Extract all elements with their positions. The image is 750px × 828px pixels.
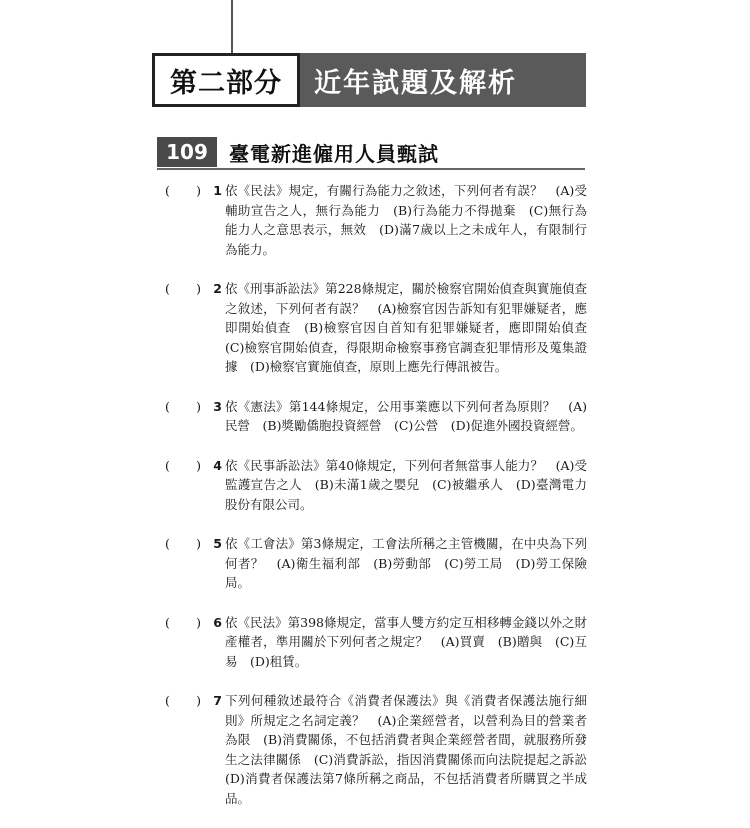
- question-number: 7: [213, 693, 222, 708]
- question-text: 依《民事訴訟法》第40條規定，下列何者無當事人能力？ (A)受監護宣告之人 (B)未滿1歲之嬰兒 (C)被繼承人 (D)臺灣電力股份有限公司。: [225, 457, 587, 512]
- answer-blank: ( ): [165, 536, 201, 551]
- question-text: 依《民法》規定，有關行為能力之敘述，下列何者有誤？ (A)受輔助宣告之人，無行為能力 (B)行為能力不得拋棄 (C)無行為能力人之意思表示，無效 (D)滿7歲以上之未成年人，有限制行為能力。: [225, 183, 587, 257]
- question-item: [0, 613, 750, 672]
- exam-title: 臺電新進僱用人員甄試: [229, 141, 439, 166]
- question-number: 3: [213, 398, 222, 414]
- section-divider: [157, 168, 585, 170]
- question-number: 1: [213, 183, 222, 198]
- answer-blank: ( ): [165, 457, 201, 473]
- question-number: 4: [213, 457, 222, 473]
- answer-blank: ( ): [165, 183, 201, 198]
- question-number: 5: [213, 536, 222, 551]
- answer-blank: ( ): [165, 281, 201, 296]
- year-badge: 109: [157, 137, 217, 167]
- question-text: 依《刑事訴訟法》第228條規定，關於檢察官開始偵查與實施偵查之敘述，下列何者有誤？ (A)檢察官因告訴知有犯罪嫌疑者，應即開始偵查 (B)檢察官因自首知有犯罪嫌疑者，應即開始偵查 (C)檢察官開始偵查，得限期命檢察事務官調查犯罪情形及蒐集證據 (D)檢察官實施偵查，原則上應先行傳訊被告。: [225, 281, 600, 374]
- answer-blank: ( ): [165, 693, 201, 708]
- answer-blank: ( ): [165, 614, 201, 630]
- question-item: [0, 456, 750, 515]
- question-list: [0, 181, 750, 828]
- question-text: 依《民法》第398條規定，當事人雙方約定互相移轉金錢以外之財產權者，準用關於下列何者之規定？ (A)買賣 (B)贈與 (C)互易 (D)租賃。: [225, 614, 587, 669]
- question-item: [0, 181, 750, 259]
- question-text: 下列何種敘述最符合《消費者保護法》與《消費者保護法施行細則》所規定之名詞定義？ (A)企業經營者，以營利為目的營業者為限 (B)消費關係，不包括消費者與企業經營者間，就服務所發生之法律關係 (C)消費訴訟，指因消費關係而向法院提起之訴訟 (D)消費者保護法第7條所稱之商品，不包括消費者所購買之半成品。: [225, 693, 600, 806]
- part-title: 近年試題及解析: [300, 53, 586, 107]
- question-number: 6: [213, 614, 222, 630]
- part-header: [152, 53, 586, 107]
- question-item: [0, 534, 750, 593]
- answer-blank: ( ): [165, 398, 201, 414]
- header-vertical-line: [231, 0, 233, 54]
- question-number: 2: [213, 281, 222, 296]
- question-item: [0, 397, 750, 436]
- question-text: 依《憲法》第144條規定，公用事業應以下列何者為原則？ (A)民營 (B)獎勵僑胞投資經營 (C)公營 (D)促進外國投資經營。: [225, 398, 587, 433]
- part-label: 第二部分: [152, 53, 300, 107]
- section-header: [157, 137, 439, 167]
- question-item: [0, 279, 750, 377]
- question-text: 依《工會法》第3條規定，工會法所稱之主管機關，在中央為下列何者？ (A)衛生福利部 (B)勞動部 (C)勞工局 (D)勞工保險局。: [225, 536, 587, 590]
